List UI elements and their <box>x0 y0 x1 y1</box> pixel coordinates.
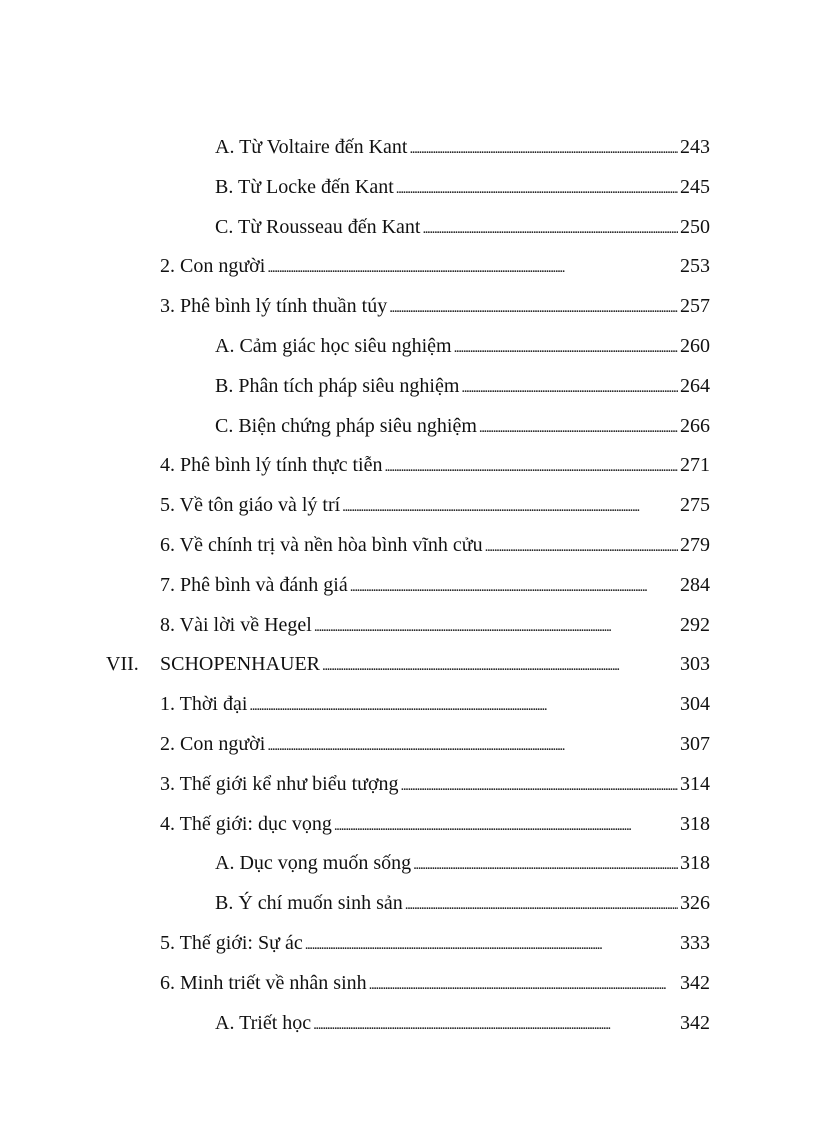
toc-entry-title: 4. Thế giới: dục vọng <box>160 812 332 835</box>
toc-entry-title: A. Triết học <box>215 1011 312 1034</box>
toc-entry-title: 4. Phê bình lý tính thực tiễn <box>160 454 383 477</box>
toc-entry-title: 3. Phê bình lý tính thuần túy <box>160 295 388 318</box>
dot-leader <box>461 369 678 409</box>
toc-entry[interactable] <box>0 367 816 407</box>
toc-entry-line <box>215 208 710 250</box>
toc-page-number: 250 <box>680 215 710 238</box>
toc-entry[interactable] <box>0 247 816 287</box>
toc-entry-line <box>215 844 710 886</box>
toc-entry-line <box>215 128 710 170</box>
toc-page-number: 260 <box>680 334 710 357</box>
toc-entry[interactable] <box>0 287 816 327</box>
dot-leader <box>401 767 678 807</box>
toc-entry[interactable] <box>0 844 816 884</box>
table-of-contents <box>0 128 816 1043</box>
toc-page-number: 326 <box>680 892 710 915</box>
toc-entry-line <box>215 367 710 409</box>
dot-leader <box>479 409 678 449</box>
toc-entry-line <box>215 327 710 369</box>
toc-entry[interactable] <box>0 805 816 845</box>
toc-page-number: 245 <box>680 175 710 198</box>
toc-entry-line <box>160 725 710 767</box>
toc-entry-title: B. Từ Locke đến Kant <box>215 175 394 198</box>
toc-entry-line <box>160 606 710 648</box>
toc-entry[interactable] <box>0 407 816 447</box>
dot-leader <box>389 289 678 329</box>
toc-page-number: 304 <box>680 693 710 716</box>
toc-entry[interactable] <box>0 606 816 646</box>
toc-entry[interactable] <box>0 725 816 765</box>
toc-page-number: 314 <box>680 772 710 795</box>
toc-entry-line <box>160 964 710 1006</box>
dot-leader <box>342 488 678 528</box>
dot-leader <box>350 568 678 608</box>
toc-entry[interactable] <box>0 128 816 168</box>
dot-leader <box>396 170 678 210</box>
toc-entry[interactable] <box>0 884 816 924</box>
toc-entry[interactable] <box>0 924 816 964</box>
toc-entry-line <box>160 645 710 687</box>
toc-page-number: 318 <box>680 852 710 875</box>
toc-entry-line <box>160 805 710 847</box>
dot-leader <box>313 1006 678 1046</box>
dot-leader <box>322 647 678 687</box>
toc-entry-title: 1. Thời đại <box>160 693 248 716</box>
toc-page-number: 271 <box>680 454 710 477</box>
toc-page-number: 333 <box>680 931 710 954</box>
toc-entry[interactable] <box>0 685 816 725</box>
toc-entry[interactable] <box>0 486 816 526</box>
toc-chapter-title: SCHOPENHAUER <box>160 653 321 676</box>
toc-entry[interactable] <box>0 168 816 208</box>
toc-page-number: 342 <box>680 1011 710 1034</box>
toc-entry-line <box>160 446 710 488</box>
toc-entry[interactable] <box>0 446 816 486</box>
toc-page-number: 292 <box>680 613 710 636</box>
toc-entry-line <box>160 566 710 608</box>
toc-entry-title: 3. Thế giới kể như biểu tượng <box>160 772 399 795</box>
toc-entry-title: 5. Về tôn giáo và lý trí <box>160 494 341 517</box>
toc-entry-title: 6. Minh triết về nhân sinh <box>160 971 367 994</box>
toc-entry-title: 6. Về chính trị và nền hòa bình vĩnh cửu <box>160 533 483 556</box>
toc-entry[interactable] <box>0 526 816 566</box>
toc-entry-title: A. Dục vọng muốn sống <box>215 852 412 875</box>
toc-entry-title: 2. Con người <box>160 255 266 278</box>
toc-entry-title: C. Từ Rousseau đến Kant <box>215 215 421 238</box>
toc-entry-title: A. Cảm giác học siêu nghiệm <box>215 334 452 357</box>
dot-leader <box>249 687 678 727</box>
toc-page-number: 257 <box>680 295 710 318</box>
dot-leader <box>413 846 678 886</box>
toc-entry-title: C. Biện chứng pháp siêu nghiệm <box>215 414 477 437</box>
toc-page-number: 264 <box>680 374 710 397</box>
toc-page-number: 275 <box>680 494 710 517</box>
toc-entry-line <box>215 1004 710 1046</box>
toc-entry-title: B. Phân tích pháp siêu nghiệm <box>215 374 460 397</box>
toc-entry-line <box>215 407 710 449</box>
toc-entry[interactable] <box>0 1004 816 1044</box>
dot-leader <box>267 249 678 289</box>
toc-page-number: 284 <box>680 573 710 596</box>
dot-leader <box>369 966 678 1006</box>
toc-entry-line <box>160 526 710 568</box>
toc-entry[interactable] <box>0 964 816 1004</box>
dot-leader <box>334 807 678 847</box>
toc-entry-title: 2. Con người <box>160 732 266 755</box>
toc-entry-title: B. Ý chí muốn sinh sản <box>215 892 403 915</box>
toc-entry-line <box>160 685 710 727</box>
dot-leader <box>485 528 678 568</box>
chapter-numeral: VII. <box>106 653 139 676</box>
toc-chapter-entry[interactable] <box>0 645 816 685</box>
toc-entry[interactable] <box>0 208 816 248</box>
toc-entry-title: A. Từ Voltaire đến Kant <box>215 136 408 158</box>
toc-entry-line <box>160 924 710 966</box>
toc-entry-title: 7. Phê bình và đánh giá <box>160 573 348 596</box>
dot-leader <box>405 886 678 926</box>
toc-entry-title: 8. Vài lời về Hegel <box>160 613 312 636</box>
dot-leader <box>454 329 678 369</box>
dot-leader <box>305 926 678 966</box>
dot-leader <box>409 130 678 170</box>
toc-page-number: 318 <box>680 812 710 835</box>
toc-page-number: 342 <box>680 971 710 994</box>
toc-entry-line <box>215 168 710 210</box>
toc-entry-line <box>160 486 710 528</box>
dot-leader <box>267 727 678 767</box>
toc-page-number: 243 <box>680 136 710 158</box>
toc-entry[interactable] <box>0 327 816 367</box>
toc-entry-title: 5. Thế giới: Sự ác <box>160 931 303 954</box>
toc-entry[interactable] <box>0 566 816 606</box>
dot-leader <box>314 608 678 648</box>
toc-page-number: 303 <box>680 653 710 676</box>
dot-leader <box>422 210 678 250</box>
toc-page-number: 279 <box>680 533 710 556</box>
toc-entry-line <box>160 247 710 289</box>
dot-leader <box>385 448 679 488</box>
toc-entry-line <box>160 287 710 329</box>
toc-page-number: 307 <box>680 732 710 755</box>
toc-entry[interactable] <box>0 765 816 805</box>
toc-entry-line <box>215 884 710 926</box>
toc-page-number: 253 <box>680 255 710 278</box>
toc-entry-line <box>160 765 710 807</box>
toc-page-number: 266 <box>680 414 710 437</box>
